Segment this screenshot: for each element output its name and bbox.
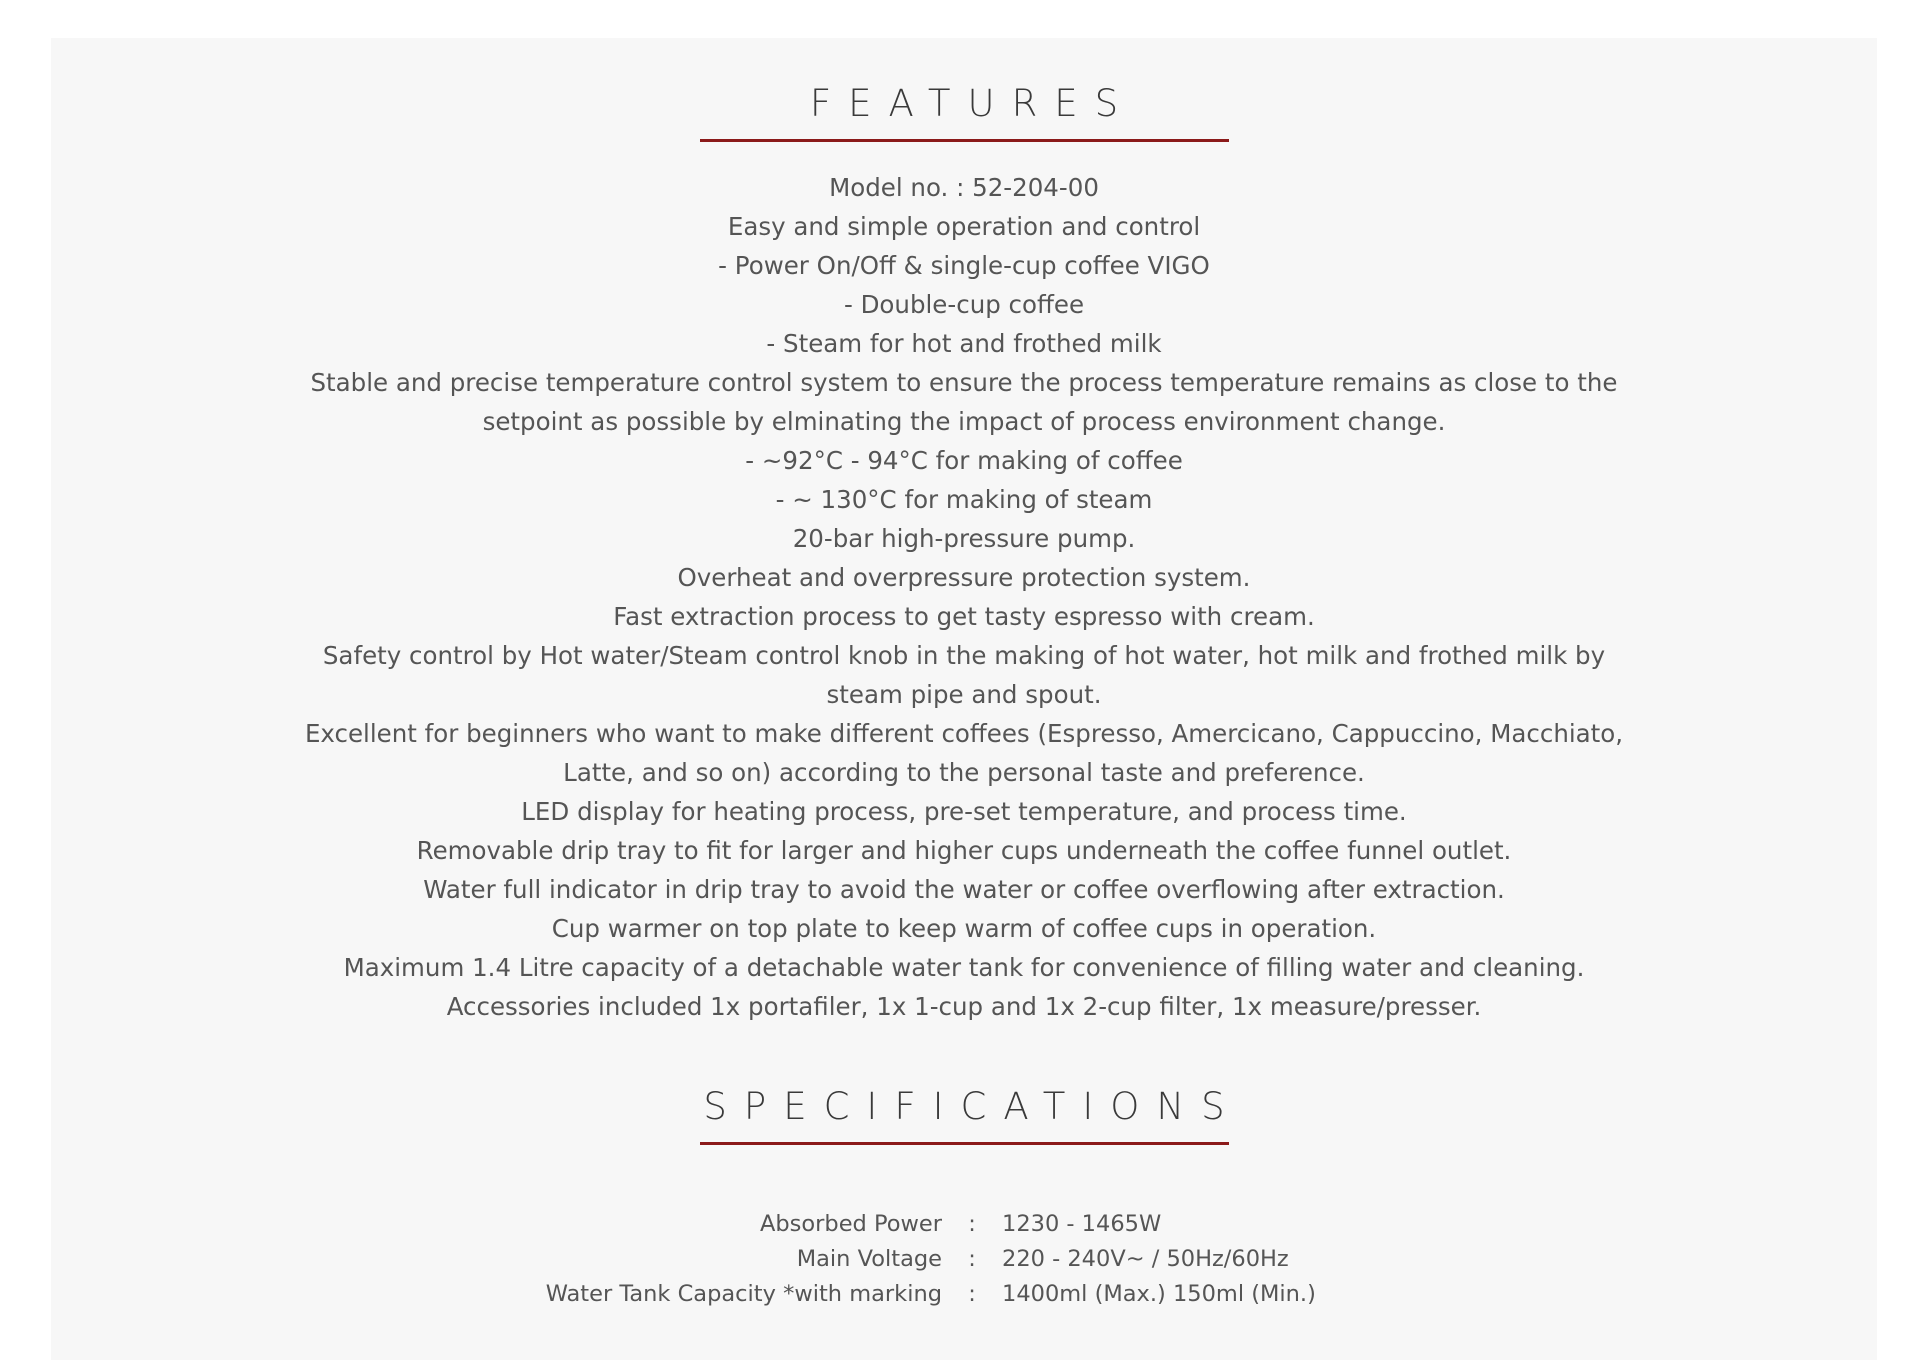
spec-row-absorbed-power <box>51 1206 1877 1241</box>
spec-label: Main Voltage <box>796 1245 942 1272</box>
feature-line: Overheat and overpressure protection system. <box>677 563 1251 592</box>
feature-line: - ~92°C - 94°C for making of coffee <box>745 446 1183 475</box>
feature-line: 20-bar high-pressure pump. <box>792 524 1136 553</box>
feature-line: - Double-cup coffee <box>843 290 1085 319</box>
specifications-heading: SPECIFICATIONS <box>703 1085 1242 1128</box>
spec-label: Water Tank Capacity *with marking <box>545 1280 942 1307</box>
feature-line: - Steam for hot and frothed milk <box>766 329 1162 358</box>
spec-value: 220 - 240V~ / 50Hz/60Hz <box>1002 1245 1289 1272</box>
feature-line: - Power On/Off & single-cup coffee VIGO <box>718 251 1210 280</box>
feature-line: Safety control by Hot water/Steam control knob in the making of hot water, hot milk and frothed milk by steam pipe and spout. <box>322 641 1606 709</box>
feature-line: - ~ 130°C for making of steam <box>775 485 1153 514</box>
feature-line: Easy and simple operation and control <box>727 212 1201 241</box>
feature-line: Removable drip tray to fit for larger and higher cups underneath the coffee funnel outlet. <box>416 836 1512 865</box>
spec-separator: : <box>968 1245 976 1272</box>
features-underline <box>700 139 1229 142</box>
specifications-underline <box>700 1142 1229 1145</box>
feature-line: Model no. : 52-204-00 <box>829 173 1099 202</box>
spec-row-main-voltage <box>51 1241 1877 1276</box>
content-panel <box>51 38 1877 1360</box>
spec-row-water-tank-capacity <box>51 1276 1877 1311</box>
features-heading: FEATURES <box>809 82 1136 125</box>
specifications-heading-block <box>51 1085 1877 1145</box>
feature-line: Stable and precise temperature control system to ensure the process temperature remains as close to the setpoint as possible by elminating the impact of process environment change. <box>310 368 1618 436</box>
feature-line: Water full indicator in drip tray to avoid the water or coffee overflowing after extraction. <box>423 875 1505 904</box>
feature-line: LED display for heating process, pre-set temperature, and process time. <box>521 797 1407 826</box>
spec-label: Absorbed Power <box>760 1210 942 1237</box>
spec-value: 1400ml (Max.) 150ml (Min.) <box>1002 1280 1316 1307</box>
spec-separator: : <box>968 1210 976 1237</box>
features-heading-block <box>51 82 1877 142</box>
feature-line: Excellent for beginners who want to make different coffees (Espresso, Amercicano, Cappuccino, Macchiato, Latte, and so on) according to the personal taste and preference. <box>304 719 1624 787</box>
spec-separator: : <box>968 1280 976 1307</box>
feature-line: Maximum 1.4 Litre capacity of a detachable water tank for convenience of filling water and cleaning. <box>343 953 1585 982</box>
specifications-table <box>51 1206 1877 1311</box>
feature-line: Accessories included 1x portafiler, 1x 1-cup and 1x 2-cup filter, 1x measure/presser. <box>446 992 1482 1021</box>
feature-line: Fast extraction process to get tasty espresso with cream. <box>613 602 1315 631</box>
spec-value: 1230 - 1465W <box>1002 1210 1162 1237</box>
features-list <box>51 168 1877 1026</box>
feature-line: Cup warmer on top plate to keep warm of coffee cups in operation. <box>551 914 1377 943</box>
